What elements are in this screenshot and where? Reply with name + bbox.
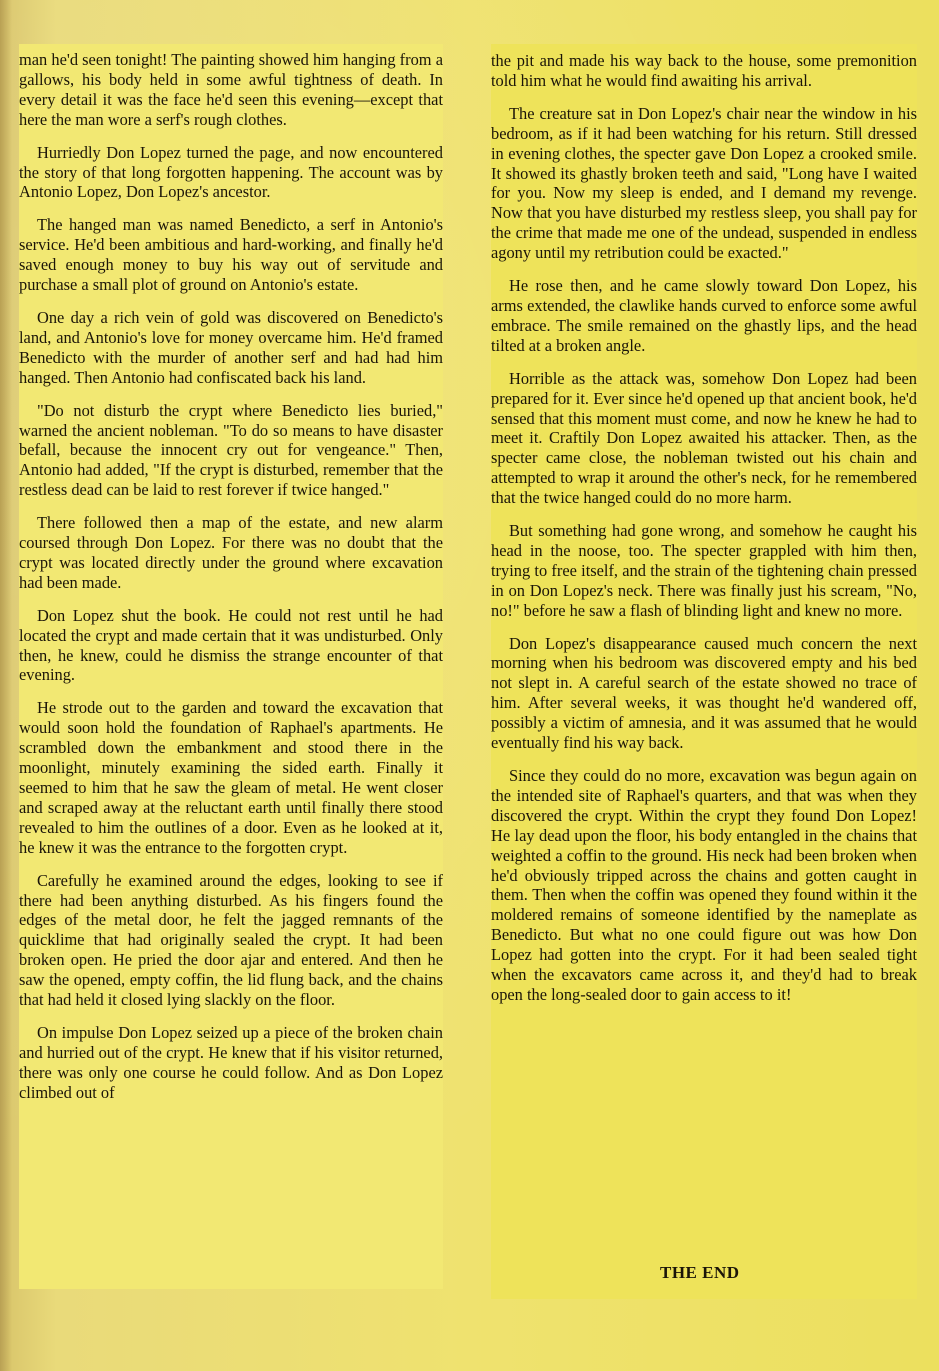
the-end-mark: THE END bbox=[660, 1263, 740, 1282]
paragraph: man he'd seen tonight! The painting showed him hanging from a gallows, his body held in some awful tightness of death. In every detail it was the face he'd seen this evening—except that here the man wore a serf's rough clothes. bbox=[19, 50, 443, 129]
paragraph: Horrible as the attack was, somehow Don Lopez had been prepared for it. Ever since he'd opened up that ancient book, he'd sensed that this moment must come, and now he knew he had to meet it. Craftily Don Lopez awaited his attacker. Then, as the specter came close, the nobleman twisted out his chain and attempted to wrap it around the other's neck, for he remembered that the twice hanged could do no more harm. bbox=[491, 368, 917, 508]
paragraph: Carefully he examined around the edges, looking to see if there had been anything disturbed. As his fingers found the edges of the metal door, he felt the jagged remnants of the quicklime that had originally sealed the crypt. It had been broken open. He pried the door ajar and entered. And then he saw the opened, empty coffin, the lid flung back, and the chains that had held it closed lying slackly on the floor. bbox=[19, 870, 443, 1010]
paragraph: On impulse Don Lopez seized up a piece of the broken chain and hurried out of the crypt. He knew that if his visitor returned, there was only one course he could follow. And as Don Lopez climbed out of bbox=[19, 1022, 443, 1102]
paragraph: The creature sat in Don Lopez's chair near the window in his bedroom, as if it had been watching for his return. Still dressed in evening clothes, the specter gave Don Lopez a crooked smile. It showed its ghastly broken teeth and said, "Long have I waited for you. Now my sleep is ended, and I demand my revenge. Now that you have disturbed my restless sleep, you shall pay for the crime that made me one of the undead, suspended in endless agony until my retribution could be exacted." bbox=[491, 103, 917, 263]
paragraph: Since they could do no more, excavation was begun again on the intended site of Raphael's quarters, and that was when they discovered the crypt. Within the crypt they found Don Lopez! He lay dead upon the floor, his body entangled in the chains that weighted a coffin to the ground. His neck had been broken when he'd obviously tripped across the chains and gotten caught in them. Then when the coffin was opened they found within it the moldered remains of someone identified by the nameplate as Benedicto. But what no one could figure out was how Don Lopez had gotten into the crypt. For it had been sealed tight when the excavators came across it, and they'd had to break open the long-sealed door to gain access to it! bbox=[491, 766, 917, 1004]
paragraph: Don Lopez shut the book. He could not rest until he had located the crypt and made certain that it was undisturbed. Only then, he knew, could he dismiss the strange encounter of that evening. bbox=[19, 605, 443, 685]
left-column bbox=[19, 44, 443, 1289]
page-edge-shadow bbox=[0, 0, 12, 1371]
paragraph: the pit and made his way back to the house, some premonition told him what he would find awaiting his arrival. bbox=[491, 51, 917, 90]
paragraph: He strode out to the garden and toward the excavation that would soon hold the foundation of Raphael's apartments. He scrambled down the embankment and stood there in the moonlight, minutely examining the sided earth. Finally it seemed to him that he saw the gleam of metal. He went closer and scraped away at the reluctant earth until finally there stood revealed to him the outlines of a door. Even as he looked at it, he knew it was the entrance to the forgotten crypt. bbox=[19, 698, 443, 857]
paragraph: Don Lopez's disappearance caused much concern the next morning when his bedroom was discovered empty and his bed not slept in. A careful search of the estate showed no trace of him. After several weeks, it was thought he'd wandered off, possibly a victim of amnesia, and it was assumed that he would eventually find his way back. bbox=[491, 633, 917, 753]
paragraph: He rose then, and he came slowly toward Don Lopez, his arms extended, the clawlike hands curved to enforce some awful embrace. The smile remained on the ghastly lips, and the head tilted at a broken angle. bbox=[491, 276, 917, 355]
paragraph: "Do not disturb the crypt where Benedicto lies buried," warned the ancient nobleman. "To do so means to have disaster befall, because the innocent cry out for vengeance." Then, Antonio had added, "If the crypt is disturbed, remember that the restless dead can be laid to rest forever if twice hanged." bbox=[19, 400, 443, 500]
paragraph: There followed then a map of the estate, and new alarm coursed through Don Lopez. For there was no doubt that the crypt was located directly under the ground where excavation had been made. bbox=[19, 513, 443, 592]
right-column bbox=[491, 44, 917, 1299]
paragraph: The hanged man was named Benedicto, a serf in Antonio's service. He'd been ambitious and hard-working, and finally he'd saved enough money to buy his way out of servitude and purchase a small plot of ground on Antonio's estate. bbox=[19, 215, 443, 295]
paragraph: But something had gone wrong, and somehow he caught his head in the noose, too. The specter grappled with him then, trying to free itself, and the strain of the tightening chain pressed in on Don Lopez's neck. There was finally just his scream, "No, no!" before he saw a flash of blinding light and knew no more. bbox=[491, 521, 917, 620]
paragraph: One day a rich vein of gold was discovered on Benedicto's land, and Antonio's love for money overcame him. He'd framed Benedicto with the murder of another serf and had had him hanged. Then Antonio had confiscated back his land. bbox=[19, 307, 443, 387]
paragraph: Hurriedly Don Lopez turned the page, and now encountered the story of that long forgotten happening. The account was by Antonio Lopez, Don Lopez's ancestor. bbox=[19, 142, 443, 202]
